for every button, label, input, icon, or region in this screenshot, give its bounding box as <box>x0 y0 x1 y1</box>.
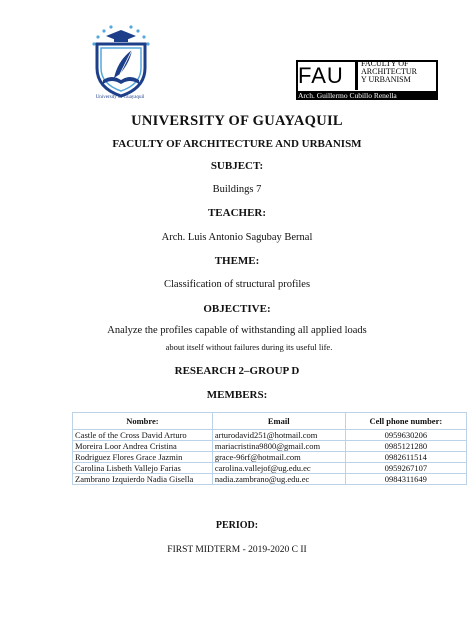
column-header-phone: Cell phone number: <box>345 413 466 430</box>
fau-text-line: FACULTY OF <box>361 59 409 68</box>
member-name: Rodriguez Flores Grace Jazmin <box>73 452 213 463</box>
fau-logo-letters: FAU <box>298 63 344 88</box>
subject-label: SUBJECT: <box>210 160 264 172</box>
member-email: mariacristina9800@gmail.com <box>212 441 345 452</box>
member-email: nadia.zambrano@ug.edu.ec <box>212 474 345 485</box>
research-group: RESEARCH 2–GROUP D <box>174 365 300 377</box>
member-email: arturodavid251@hotmail.com <box>212 430 345 441</box>
table-row <box>73 452 467 463</box>
fau-logo-bottom-bar: Arch. Guillermo Cubillo Renella <box>296 91 438 100</box>
fau-logo-text <box>361 60 437 84</box>
member-name: Castle of the Cross David Arturo <box>73 430 213 441</box>
member-phone: 0959267107 <box>345 463 466 474</box>
column-header-name: Nombre: <box>73 413 213 430</box>
table-header-row <box>73 413 467 430</box>
objective-text-line-1: Analyze the profiles capable of withstanding all applied loads <box>107 325 367 336</box>
member-email: carolina.vallejof@ug.edu.ec <box>212 463 345 474</box>
teacher-value: Arch. Luis Antonio Sagubay Bernal <box>161 232 313 243</box>
table-row <box>73 463 467 474</box>
table-row <box>73 430 467 441</box>
objective-text-line-2: about itself without failures during its useful life. <box>165 342 333 352</box>
university-title: UNIVERSITY OF GUAYAQUIL <box>131 113 343 129</box>
column-header-email: Email <box>212 413 345 430</box>
table-row <box>73 474 467 485</box>
member-phone: 0982611514 <box>345 452 466 463</box>
table-row <box>73 441 467 452</box>
teacher-label: TEACHER: <box>207 207 267 219</box>
objective-label: OBJECTIVE: <box>203 303 271 315</box>
university-logo-caption: University of Guayaquil <box>95 95 145 100</box>
theme-value: Classification of structural profiles <box>163 279 311 290</box>
university-logo <box>80 22 162 102</box>
members-table <box>72 412 467 485</box>
member-name: Carolina Lisbeth Vallejo Farias <box>73 463 213 474</box>
member-email: grace-96rf@hotmail.com <box>212 452 345 463</box>
fau-text-line: ARCHITECTUR <box>361 67 417 76</box>
member-phone: 0959630206 <box>345 430 466 441</box>
member-name: Zambrano Izquierdo Nadia Gisella <box>73 474 213 485</box>
member-name: Moreira Loor Andrea Cristina <box>73 441 213 452</box>
member-phone: 0984311649 <box>345 474 466 485</box>
fau-text-line: Y URBANISM <box>361 75 411 84</box>
fau-logo-divider <box>355 62 358 90</box>
faculty-name: FACULTY OF ARCHITECTURE AND URBANISM <box>112 138 362 150</box>
theme-label: THEME: <box>214 255 260 267</box>
period-label: PERIOD: <box>215 520 259 531</box>
period-value: FIRST MIDTERM - 2019-2020 C II <box>167 545 307 555</box>
subject-value: Buildings 7 <box>212 184 262 195</box>
member-phone: 0985121280 <box>345 441 466 452</box>
members-label: MEMBERS: <box>206 389 268 401</box>
